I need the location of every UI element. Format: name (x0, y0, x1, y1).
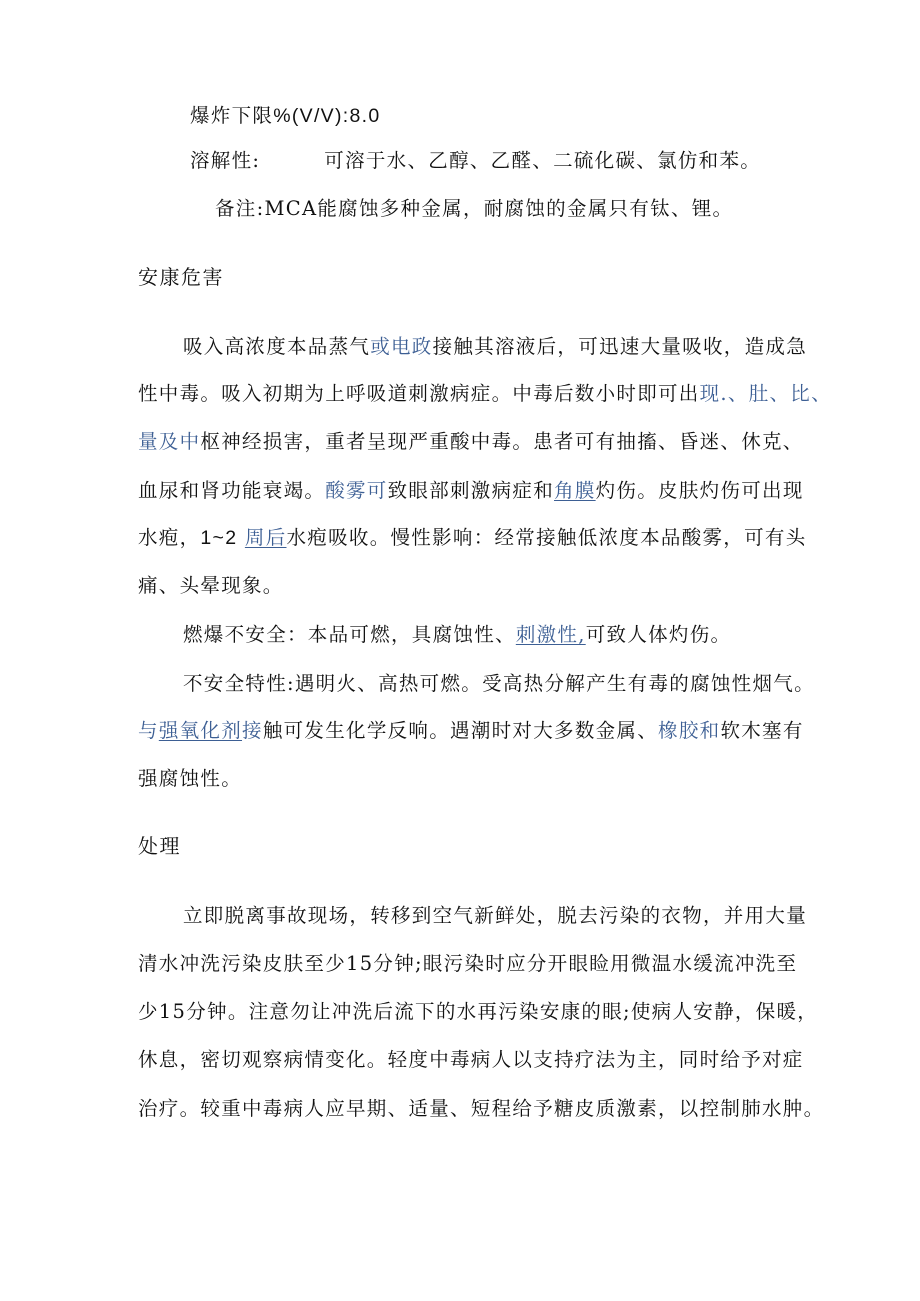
link-text[interactable]: 量及中 (138, 430, 201, 453)
note-label: 备注: (215, 197, 265, 220)
health-p1-line-5 (138, 528, 807, 549)
link-text[interactable]: 周后 (244, 526, 287, 549)
text-run: 触可发生化学反响。遇潮时对大多数金属、 (262, 719, 659, 742)
solubility-value: 可溶于水、乙醇、乙醛、二硫化碳、氯仿和苯。 (324, 149, 762, 172)
health-p1-line-3 (138, 432, 804, 452)
health-p1-line-6: 痛、头晕现象。 (138, 574, 284, 597)
treatment-line-4: 休息，密切观察病情变化。轻度中毒病人以支持疗法为主，同时给予对症 (138, 1048, 804, 1071)
text-run: 燃爆不安全：本品可燃，具腐蚀性、 (183, 623, 516, 646)
link-text[interactable]: 与 (138, 719, 159, 742)
solubility-label: 溶解性: (190, 149, 261, 172)
health-p2-line (183, 625, 731, 645)
solubility-line (190, 151, 761, 171)
text-run: 枢神经损害，重者呈现严重酸中毒。患者可有抽搐、昏迷、休克、 (200, 430, 804, 453)
link-text[interactable]: 现.、肚、比、 (699, 382, 832, 405)
explosion-limit-line (190, 106, 381, 127)
text-run: 灼伤。皮肤灼伤可出现 (595, 479, 804, 502)
health-p1-line-1 (183, 337, 807, 357)
text-run: 血尿和肾功能衰竭。 (138, 479, 326, 502)
health-p1-line-4 (138, 481, 804, 501)
health-p1-line-2 (138, 384, 832, 404)
treatment-line-1: 立即脱离事故现场，转移到空气新鲜处，脱去污染的衣物，并用大量 (183, 904, 808, 927)
link-text[interactable]: 强氧化剂 (158, 719, 243, 742)
section-heading-treatment: 处理 (138, 834, 181, 858)
treatment-line-3: 少15分钟。注意勿让冲洗后流下的水再污染安康的眼;使病人安静，保暖， (138, 1000, 819, 1023)
link-text[interactable]: 或电政 (370, 335, 433, 358)
section-heading-health: 安康危害 (138, 265, 224, 289)
health-p3-line-2 (138, 721, 804, 741)
text-run: 致眼部刺激病症和 (387, 479, 555, 502)
text-run: 接触其溶液后，可迅速大量吸收，造成急 (432, 335, 808, 358)
text-run: 性中毒。吸入初期为上呼吸道刺激病症。中毒后数小时即可出 (138, 382, 700, 405)
health-p3-line-1: 不安全特性:遇明火、高热可燃。受高热分解产生有毒的腐蚀性烟气。 (183, 672, 815, 695)
treatment-line-2: 清水冲洗污染皮肤至少15分钟;眼污染时应分开眼睑用微温水缓流冲洗至 (138, 952, 798, 975)
text-run: 可致人体灼伤。 (585, 623, 732, 646)
text-run: 水疱吸收。慢性影响：经常接触低浓度本品酸雾，可有头 (286, 526, 807, 549)
health-p3-line-3: 强腐蚀性。 (138, 767, 243, 790)
link-text[interactable]: 角膜 (554, 479, 596, 502)
link-text[interactable]: 酸雾可 (325, 479, 388, 502)
explosion-limit-label: 爆炸下限%(V/V): (190, 105, 350, 127)
note-text: MCA能腐蚀多种金属，耐腐蚀的金属只有钛、锂。 (264, 197, 734, 220)
text-run: 水疱，1~2 (138, 527, 238, 549)
explosion-limit-value: 8.0 (349, 105, 381, 127)
treatment-line-5: 治疗。较重中毒病人应早期、适量、短程给予糖皮质激素，以控制肺水肿。 (138, 1097, 825, 1120)
note-line (215, 199, 733, 219)
text-run: 吸入高浓度本品蒸气 (183, 335, 371, 358)
link-text[interactable]: 刺激性, (515, 623, 586, 646)
text-run: 软木塞有 (720, 719, 804, 742)
link-text[interactable]: 接 (242, 719, 263, 742)
link-text[interactable]: 橡胶和 (658, 719, 721, 742)
